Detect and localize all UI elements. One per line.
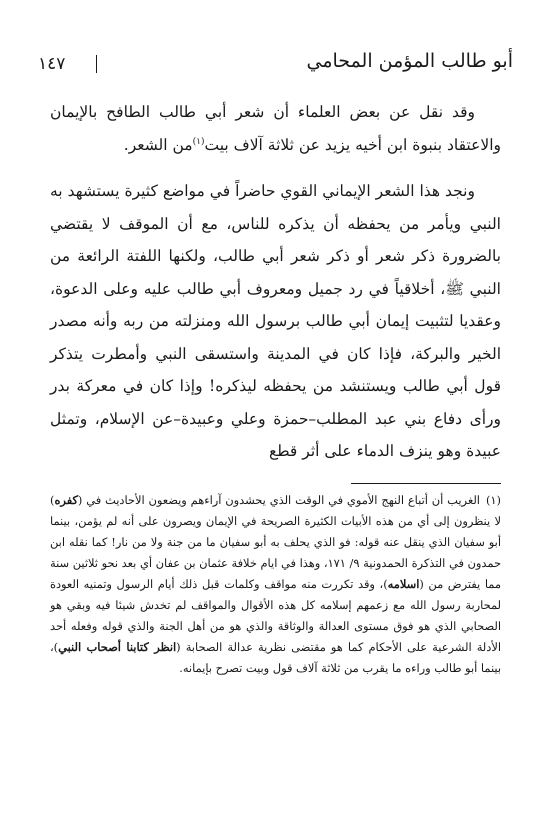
paragraph-1-end: من الشعر. [123, 135, 193, 154]
footnote-section [50, 490, 501, 679]
main-text [50, 96, 501, 468]
footnote-1 [50, 490, 501, 679]
footnote-text-3: )، وقد تكررت منه مواقف وكلمات قبل ذلك أيام الرسول وتمنيه العودة لمحاربة رسول الله مع زعمهم إسلامه كل هذه الأقوال والمواقف لم تخدش شيئا فيه وبقي هو الصحابي الذي هو فوق مستوى العدالة والوثاقة والذي هو من أهل الجنة والذي قوله وفعله أحد الأدلة الشرعية على الأحكام كما هو مقتضى نظرية عدالة الصحابة ( [50, 577, 501, 654]
page-header [38, 48, 513, 78]
page-number: ١٤٧ [38, 54, 66, 74]
footnote-text-2: ) لا ينظرون إلى أي من هذه الأبيات الكثيرة الصريحة في الإيمان ويصرون على أنه لم يؤمن، بينما أبو سفيان الذي ينقل عنه قوله: فو الذي يحلف به أبو سفيان ما من جنة ولا من نار! كما نقله ابن حمدون في التذكرة الحمدونية ٩/ ١٧١، وهذا في ايام خلافة عثمان بن عفان أي بعد نحو ثلاثين سنة مما يفترض من ( [50, 493, 501, 591]
paragraph-1-text: وقد نقل عن بعض العلماء أن شعر أبي طالب الطافح بالإيمان والاعتقاد بنبوة ابن أخيه يزيد عن ثلاثة آلاف بيت [50, 103, 501, 154]
footnote-bold-3: انظر كتابنا أصحاب النبي [58, 640, 177, 654]
paragraph-1 [50, 96, 501, 161]
paragraph-2: ونجد هذا الشعر الإيماني القوي حاضراً في مواضع كثيرة يستشهد به النبي ويأمر من يحفظه أن يذكره للناس، مع أن الموقف لا يقتضي بالضرورة ذكر شعر أو ذكر شعر أبي طالب، ولكنها اللفتة الرائعة من النبي ﷺ، أخلاقياً في رد جميل ومعروف أبي طالب عليه وعلى الدعوة، وعقديا لتثبيت إيمان أبي طالب برسول الله ومنزلته من ربه وأنه مصدر الخير والبركة، فإذا كان في المدينة واستسقى النبي وأمطرت يتذكر قول أبي طالب ويستنشد من يحفظه ليذكره! وإذا كان في معركة بدر ورأى دفاع بني عبد المطلب–حمزة وعلي وعبيدة–عن الإسلام، وتمثل عبيدة وهو ينزف الدماء على أثر قطع [50, 182, 501, 460]
footnote-bold-2: اسلامه [387, 577, 420, 591]
header-separator [96, 55, 97, 73]
running-title: أبو طالب المؤمن المحامي [306, 50, 513, 72]
footnote-number: (١) [485, 493, 501, 507]
footnote-reference: (١) [192, 136, 205, 147]
footnote-text-4: )، بينما أبو طالب وراءه ما يقرب من ثلاثة آلاف قول وبيت تصرح بإيمانه. [50, 640, 501, 675]
footnote-bold-1: كفره [54, 493, 78, 507]
footnote-text-1: الغريب أن أتباع النهج الأموي في الوقت الذي يحشدون آراءهم ويضعون الأحاديث في ( [77, 493, 480, 507]
footnote-divider [351, 483, 501, 484]
